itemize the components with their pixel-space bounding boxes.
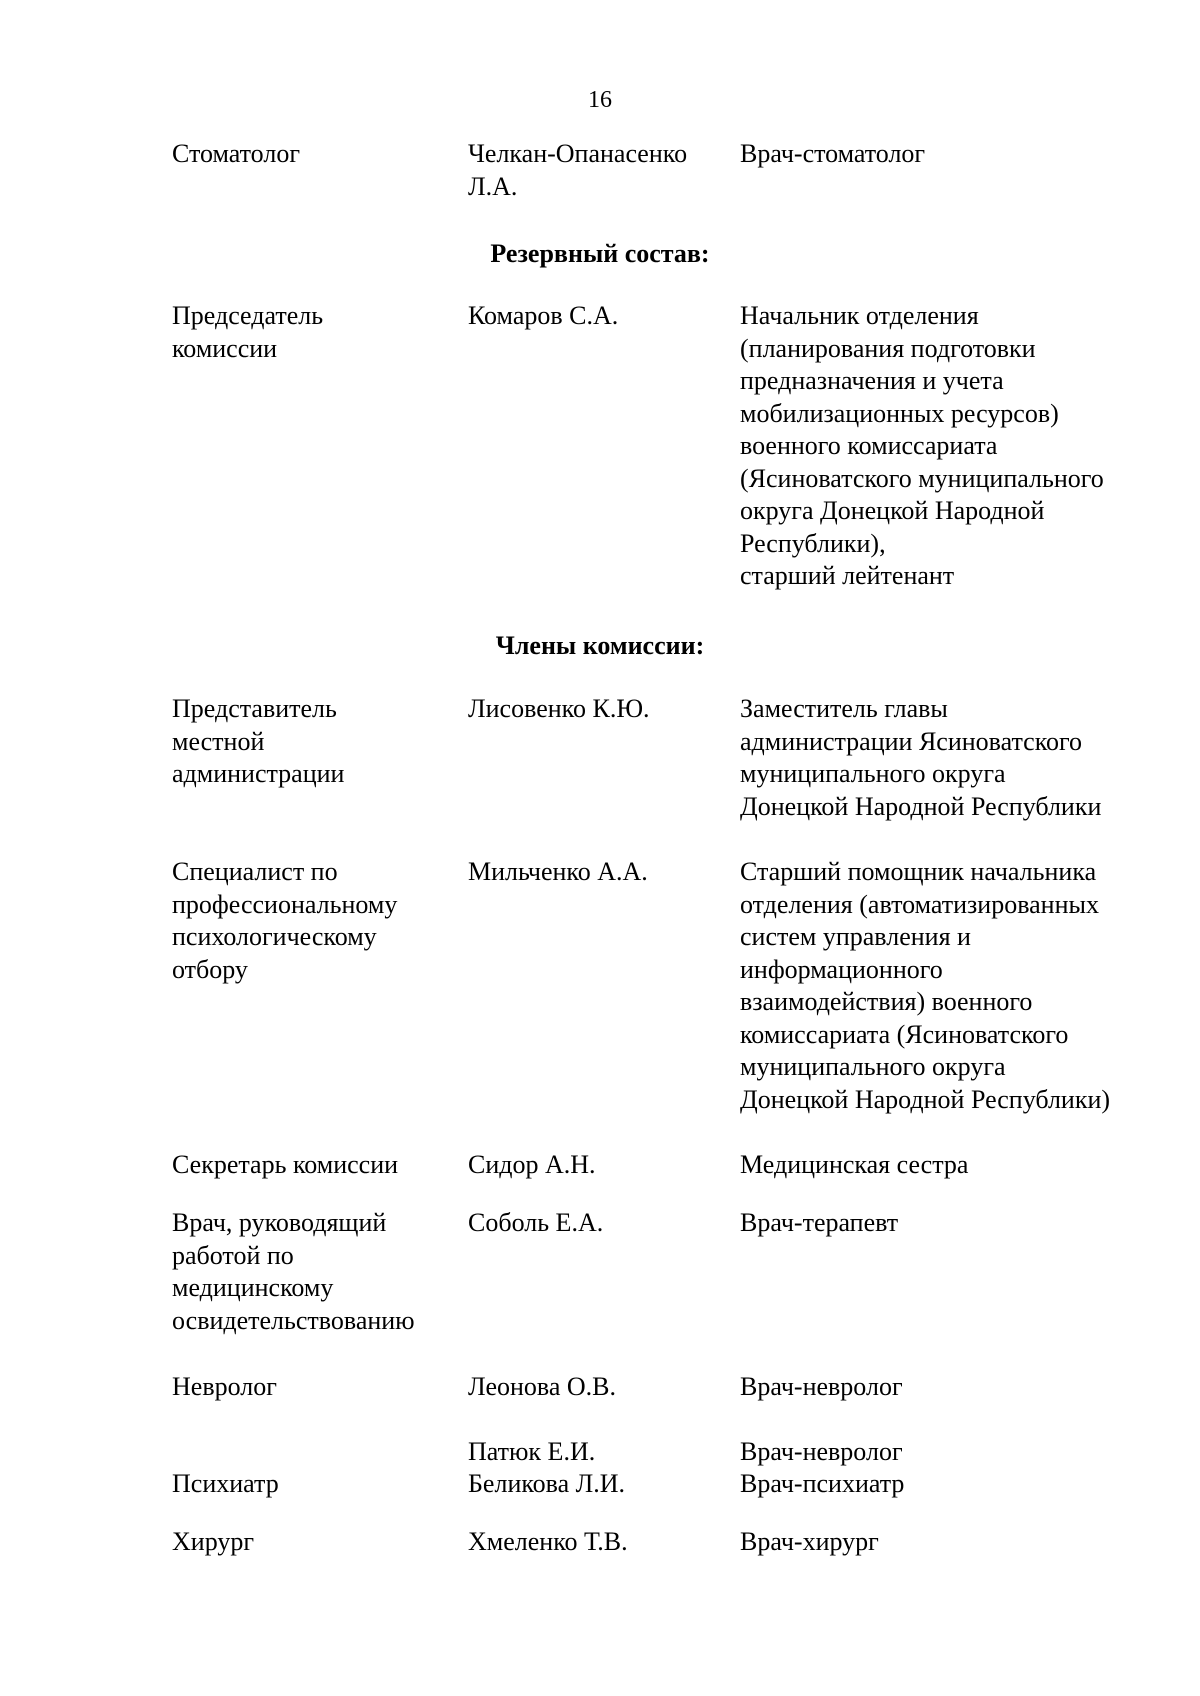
name-text: Леонова О.В. — [468, 1372, 617, 1401]
role-cell — [172, 1207, 454, 1337]
role-text: отбору — [172, 954, 248, 984]
role-text: Представитель — [172, 694, 337, 723]
name-cell — [468, 1436, 728, 1469]
position-cell — [740, 1371, 1180, 1404]
position-text: муниципального округа — [740, 759, 1006, 788]
position-text: систем управления и — [740, 922, 971, 951]
position-cell — [740, 1436, 1180, 1469]
role-cell — [172, 138, 454, 171]
role-cell — [172, 1526, 454, 1559]
name-cell — [468, 1371, 728, 1404]
position-text: Начальник отделения — [740, 301, 979, 330]
role-cell — [172, 300, 454, 365]
role-text: Невролог — [172, 1372, 277, 1401]
name-cell — [468, 1468, 728, 1501]
section-heading-reserve: Резервный состав: — [490, 239, 710, 268]
role-text: Врач, руководящий — [172, 1208, 387, 1237]
role-text: Хирург — [172, 1527, 255, 1556]
role-text: Секретарь комиссии — [172, 1150, 399, 1179]
position-text: взаимодействия) военного — [740, 987, 1033, 1016]
role-cell — [172, 1468, 454, 1501]
role-text: местной — [172, 726, 265, 756]
position-text: мобилизационных ресурсов) — [740, 398, 1059, 428]
position-text: Врач-терапевт — [740, 1208, 899, 1237]
name-text: Л.А. — [468, 171, 518, 201]
position-cell — [740, 1149, 1180, 1182]
role-text: Психиатр — [172, 1469, 279, 1498]
name-cell — [468, 1526, 728, 1559]
position-text: Врач-невролог — [740, 1372, 903, 1401]
position-text: старший лейтенант — [740, 561, 955, 590]
role-text: Стоматолог — [172, 139, 300, 168]
name-cell — [468, 856, 728, 889]
role-text: психологическому — [172, 922, 377, 951]
name-text: Мильченко А.А. — [468, 857, 648, 886]
position-text: Донецкой Народной Республики) — [740, 1084, 1111, 1114]
role-text: профессиональному — [172, 889, 398, 919]
name-cell — [468, 1207, 728, 1240]
position-text: Врач-психиатр — [740, 1469, 905, 1498]
role-cell — [172, 856, 454, 986]
position-text: Республики), — [740, 528, 886, 558]
name-cell — [468, 1149, 728, 1182]
role-text: комиссии — [172, 333, 278, 363]
role-text: администрации — [172, 759, 345, 788]
position-text: информационного — [740, 954, 943, 984]
name-text: Лисовенко К.Ю. — [468, 694, 650, 723]
position-cell — [740, 856, 1180, 1116]
role-text: медицинскому — [172, 1273, 334, 1302]
role-text: Специалист по — [172, 857, 338, 886]
position-text: Донецкой Народной Республики — [740, 791, 1102, 821]
position-text: округа Донецкой Народной — [740, 496, 1045, 525]
name-cell — [468, 300, 728, 333]
name-cell — [468, 138, 728, 203]
position-text: муниципального округа — [740, 1052, 1006, 1081]
position-text: администрации Ясиноватского — [740, 726, 1083, 756]
name-text: Комаров С.А. — [468, 301, 619, 330]
name-text: Сидор А.Н. — [468, 1150, 596, 1179]
section-heading-members: Члены комиссии: — [495, 631, 705, 660]
position-cell — [740, 138, 1180, 171]
position-text: Медицинская сестра — [740, 1150, 969, 1179]
position-text: Врач-хирург — [740, 1527, 879, 1556]
position-text: Заместитель главы — [740, 694, 948, 723]
position-text: отделения (автоматизированных — [740, 889, 1099, 919]
role-text: работой по — [172, 1240, 294, 1270]
position-text: Старший помощник начальника — [740, 857, 1097, 886]
name-text: Хмеленко Т.В. — [468, 1527, 628, 1556]
role-cell — [172, 1149, 454, 1182]
position-cell — [740, 1526, 1180, 1559]
role-cell — [172, 1371, 454, 1404]
position-text: военного комиссариата — [740, 431, 998, 460]
position-cell — [740, 300, 1180, 593]
position-text: Врач-невролог — [740, 1437, 903, 1466]
role-text: освидетельствованию — [172, 1305, 415, 1335]
name-text: Патюк Е.И. — [468, 1437, 596, 1466]
position-cell — [740, 1468, 1180, 1501]
position-text: (Ясиноватского муниципального — [740, 463, 1104, 493]
position-text: комиссариата (Ясиноватского — [740, 1019, 1069, 1049]
name-cell — [468, 693, 728, 726]
position-text: (планирования подготовки — [740, 333, 1036, 363]
name-text: Соболь Е.А. — [468, 1208, 604, 1237]
position-text: Врач-стоматолог — [740, 139, 926, 168]
name-text: Беликова Л.И. — [468, 1469, 626, 1498]
position-cell — [740, 1207, 1180, 1240]
name-text: Челкан-Опанасенко — [468, 139, 688, 168]
position-text: предназначения и учета — [740, 366, 1004, 395]
position-cell — [740, 693, 1180, 823]
role-cell — [172, 693, 454, 791]
role-text: Председатель — [172, 301, 324, 330]
page-number: 16 — [588, 87, 612, 113]
